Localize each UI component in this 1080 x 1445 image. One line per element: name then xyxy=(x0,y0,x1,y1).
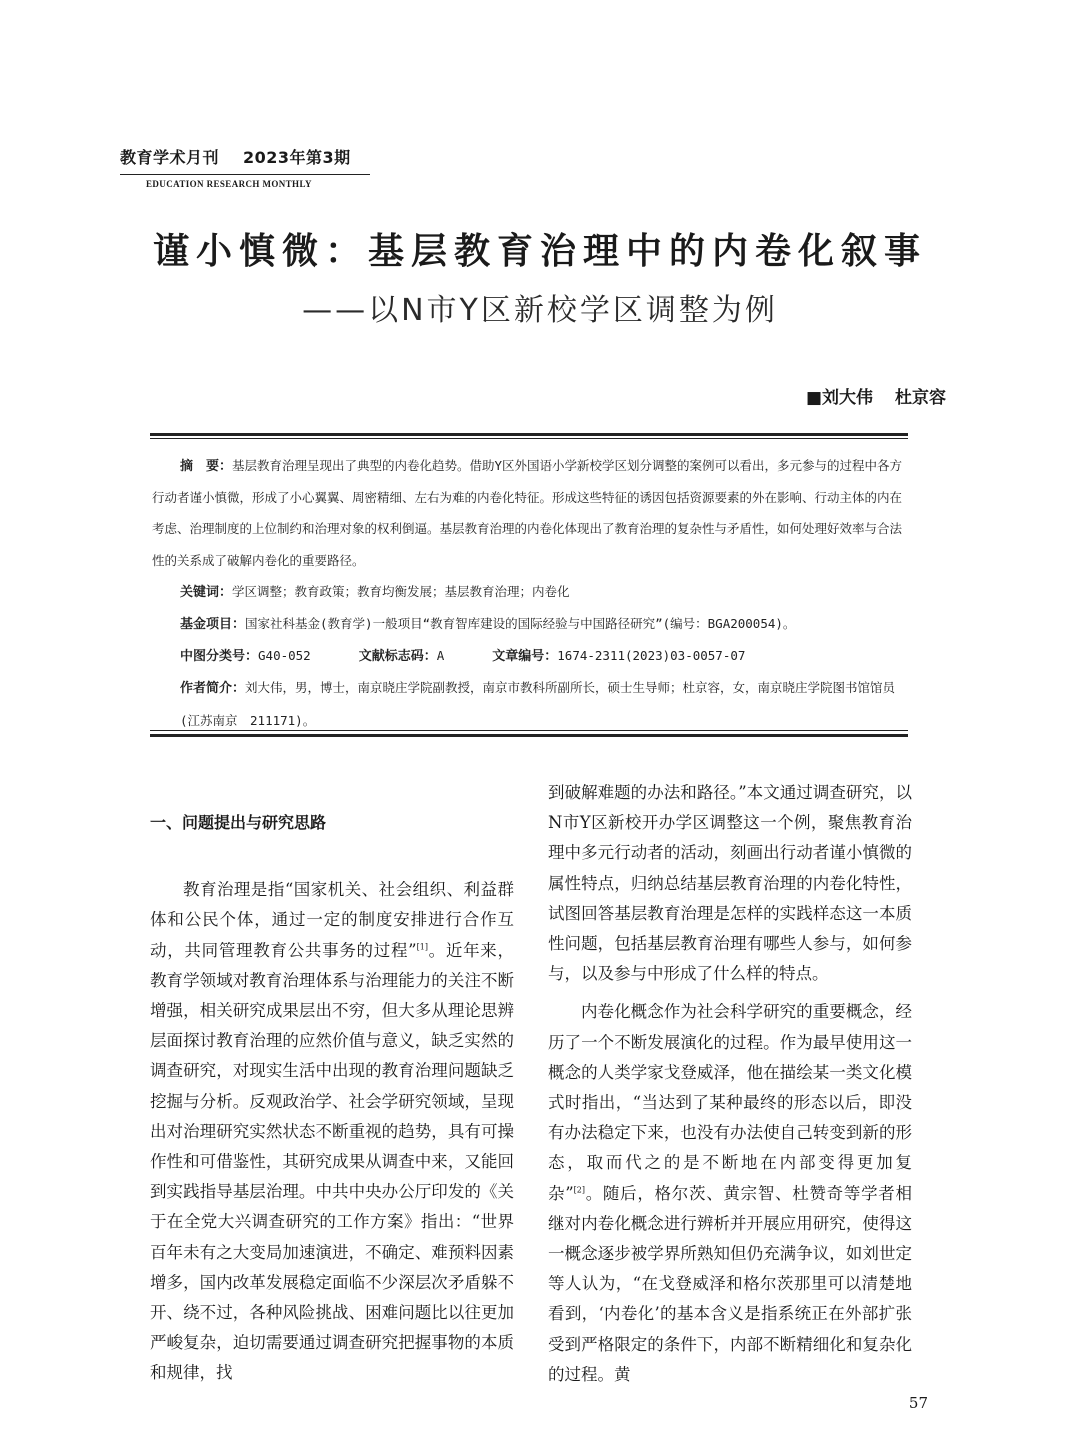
author-info-text: 刘大伟，男，博士，南京晓庄学院副教授，南京市教科所副所长，硕士生导师；杜京容，女，南京晓庄学院图书馆馆员(江苏南京 211171)。 xyxy=(180,680,896,728)
journal-name: 教育学术月刊 xyxy=(120,148,220,167)
body-paragraph: 到破解难题的办法和路径。”本文通过调查研究，以N市Y区新校开办学区调整这一个例，聚焦教育治理中多元行动者的活动，刻画出行动者谨小慎微的属性特点，归纳总结基层教育治理的内卷化特性，试图回答基层教育治理是怎样的实践样态这一本质性问题，包括基层教育治理有哪些人参与，如何参与，以及参与中形成了什么样的特点。 xyxy=(548,783,912,984)
journal-header xyxy=(120,145,370,189)
author-info-label: 作者简介： xyxy=(180,681,246,697)
abstract-bottom-rule-thin xyxy=(150,730,908,731)
abstract-block xyxy=(152,450,912,736)
right-column xyxy=(548,778,912,1390)
classification-line xyxy=(152,640,912,672)
page-number: 57 xyxy=(908,1394,928,1412)
fund-label: 基金项目： xyxy=(180,617,246,633)
abstract-label: 摘 要： xyxy=(180,459,233,474)
fund-text: 国家社科基金(教育学)一般项目“教育智库建设的国际经验与中国路径研究”(编号：BGA200054)。 xyxy=(245,616,796,632)
section-heading: 一、问题提出与研究思路 xyxy=(150,813,327,832)
fund-line xyxy=(152,608,912,640)
body-paragraph xyxy=(548,997,912,1390)
journal-rule xyxy=(120,174,370,175)
author-2: 杜京容 xyxy=(895,388,946,408)
author-marker-icon: ■ xyxy=(805,388,822,408)
keywords-text: 学区调整；教育政策；教育均衡发展；基层教育治理；内卷化 xyxy=(232,583,570,599)
abstract-text: 基层教育治理呈现出了典型的内卷化趋势。借助Y区外国语小学新校学区划分调整的案例可以看出，多元参与的过程中各方行动者谨小慎微，形成了小心翼翼、周密精细、左右为难的内卷化特征。形成这些特征的诱因包括资源要素的外在影响、行动主体的内在考虑、治理制度的上位制约和治理对象的权利倒逼。基层教育治理的内卷化体现出了教育治理的复杂性与矛盾性，如何处理好效率与合法性的关系成了破解内卷化的重要路径。 xyxy=(152,458,903,568)
keywords-line xyxy=(152,576,912,608)
journal-english-name: EDUCATION RESEARCH MONTHLY xyxy=(146,179,312,189)
clc-label: 中图分类号： xyxy=(180,649,259,665)
left-column xyxy=(150,778,514,1389)
author-info-line xyxy=(152,672,912,735)
body-paragraph xyxy=(150,875,514,1388)
article-title: 谨小慎微：基层教育治理中的内卷化叙事 xyxy=(152,230,927,272)
clc-value: G40-052 xyxy=(258,648,311,664)
author-1: 刘大伟 xyxy=(822,388,873,408)
abstract-top-rule-thick xyxy=(150,433,908,436)
citation-ref: [2] xyxy=(573,1185,585,1195)
body-text: 。随后，格尔茨、黄宗智、杜赞奇等学者相继对内卷化概念进行辨析并开展应用研究，使得这一概念逐步被学界所熟知但仍充满争议，如刘世定等人认为，“在戈登威泽和格尔茨那里可以清楚地看到，‘内卷化’的基本含义是指系统正在外部扩张受到严格限定的条件下，内部不断精细化和复杂化的过程。黄 xyxy=(548,1183,913,1384)
body-text: 。近年来，教育学领域对教育治理体系与治理能力的关注不断增强，相关研究成果层出不穷，但大多从理论思辨层面探讨教育治理的应然价值与意义，缺乏实然的调查研究，对现实生活中出现的教育治理问题缺乏挖掘与分析。反观政治学、社会学研究领域，呈现出对治理研究实然状态不断重视的趋势，具有可操作性和可借鉴性，其研究成果从调查中来，又能回到实践指导基层治理。中共中央办公厅印发的《关于在全党大兴调查研究的工作方案》指出：“世界百年未有之大变局加速演进，不确定、难预料因素增多，国内改革发展稳定面临不少深层次矛盾躲不开、绕不过，各种风险挑战、困难问题比以往更加严峻复杂，迫切需要通过调查研究把握事物的本质和规律，找 xyxy=(150,940,515,1383)
citation-ref: [1] xyxy=(416,942,428,952)
abstract-paragraph xyxy=(152,450,912,576)
article-number-label: 文章编号： xyxy=(492,649,558,665)
journal-title-line xyxy=(120,145,370,168)
body-text: 教育治理是指“国家机关、社会组织、利益群体和公民个体，通过一定的制度安排进行合作互动，共同管理教育公共事务的过程” xyxy=(150,880,514,960)
abstract-top-rule-thin xyxy=(150,438,908,439)
article-subtitle: ——以N市Y区新校学区调整为例 xyxy=(302,293,778,328)
abstract-bottom-rule-thick xyxy=(150,734,908,737)
keywords-label: 关键词： xyxy=(180,584,233,600)
article-number-value: 1674-2311(2023)03-0057-07 xyxy=(557,648,746,664)
body-text: 内卷化概念作为社会科学研究的重要概念，经历了一个不断发展演化的过程。作为最早使用这一概念的人类学家戈登威泽，他在描绘某一类文化模式时指出，“当达到了某种最终的形态以后，即没有办法稳定下来，也没有办法使自己转变到新的形态，取而代之的是不断地在内部变得更加复杂” xyxy=(548,1002,912,1203)
doc-code-value: A xyxy=(436,648,445,664)
doc-code-label: 文献标志码： xyxy=(358,649,437,665)
issue-label: 2023年第3期 xyxy=(243,148,351,167)
author-line xyxy=(806,383,946,408)
